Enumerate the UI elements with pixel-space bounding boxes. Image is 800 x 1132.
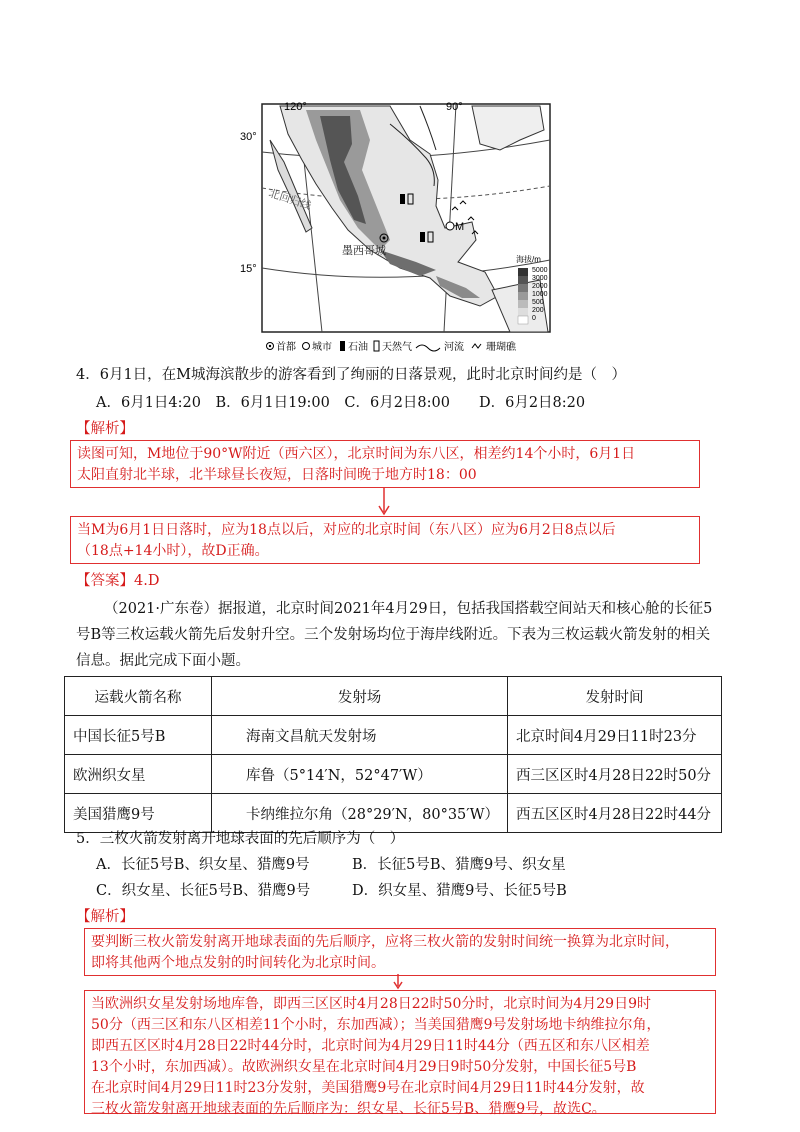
elev-tick: 200 (532, 307, 544, 314)
legend-oil: 石油 (348, 342, 368, 353)
q5-analysis-line: 即将其他两个地点发射的时间转化为北京时间。 (91, 955, 385, 971)
rocket-launch-table (64, 676, 722, 833)
lat-label-15: 15° (240, 263, 257, 275)
table-row (65, 755, 722, 794)
table-header: 发射场 (212, 677, 508, 716)
table-header-row (65, 677, 722, 716)
arrow-down-icon (390, 974, 406, 990)
elev-tick: 500 (532, 299, 544, 306)
table-header: 运载火箭名称 (65, 677, 212, 716)
q5-analysis-line: 50分（西三区和东八区相差11个小时，东加西减）；当美国猎鹰9号发射场地卡纳维拉尔角， (91, 1017, 661, 1033)
elev-tick: 0 (532, 315, 536, 322)
lat-label-30: 30° (240, 131, 257, 143)
legend-river: 河流 (444, 342, 464, 353)
q4-analysis-line: （18点+14小时），故D正确。 (77, 543, 269, 559)
table-cell: 中国长征5号B (65, 716, 212, 755)
arrow-down-icon (376, 488, 392, 516)
gas-icon (374, 341, 379, 351)
q5-analysis-box-1 (84, 928, 716, 976)
table-cell: 西五区区时4月28日22时44分 (507, 794, 721, 833)
q4-analysis-line: 读图可知，M地位于90°W附近（西六区），北京时间为东八区，相差约14个小时，6月1日 (77, 446, 636, 462)
table-cell: 海南文昌航天发射场 (212, 716, 508, 755)
q5-option-a: A．长征5号B、织女星、猎鹰9号 (96, 857, 310, 873)
q5-analysis-line: 当欧洲织女星发射场地库鲁，即西三区区时4月28日22时50分时，北京时间为4月29日9时 (91, 996, 651, 1012)
oil-icon (420, 232, 425, 242)
intro-line: 号B等三枚运载火箭先后发射升空。三个发射场均位于海岸线附近。下表为三枚运载火箭发射的相关 (76, 627, 711, 643)
elev-tick: 5000 (532, 267, 548, 274)
q4-answer: 【答案】4.D (76, 573, 160, 589)
capital-label: 墨西哥城 (342, 245, 386, 257)
oil-icon (340, 341, 345, 351)
city-label: M (455, 221, 465, 233)
legend-capital: 首都 (276, 342, 296, 353)
lon-label-90: 90° (446, 101, 463, 113)
q4-analysis-label: 【解析】 (76, 421, 134, 437)
q5-option-d: D．织女星、猎鹰9号、长征5号B (352, 883, 567, 899)
table-header: 发射时间 (507, 677, 721, 716)
elev-tick: 3000 (532, 275, 548, 282)
q4-analysis-box-2 (70, 516, 700, 564)
tropic-label: 北回归线 (267, 187, 313, 213)
table-cell: 西三区区时4月28日22时50分 (507, 755, 721, 794)
table-cell: 卡纳维拉尔角（28°29′N，80°35′W） (212, 794, 508, 833)
q5-analysis-line: 要判断三枚火箭发射离开地球表面的先后顺序，应将三枚火箭的发射时间统一换算为北京时间， (91, 934, 679, 950)
elev-tick: 2000 (532, 283, 548, 290)
q5-option-c: C．织女星、长征5号B、猎鹰9号 (96, 883, 311, 899)
q4-stem: 4．6月1日，在M城海滨散步的游客看到了绚丽的日落景观，此时北京时间约是（ ） (76, 367, 627, 383)
q5-analysis-line: 三枚火箭发射离开地球表面的先后顺序为：织女星、长征5号B、猎鹰9号，故选C。 (91, 1101, 606, 1117)
mexico-map (240, 100, 560, 356)
legend-gas: 天然气 (382, 342, 412, 353)
legend-coral: 珊瑚礁 (486, 342, 516, 353)
q5-analysis-label: 【解析】 (76, 909, 134, 925)
intro-line: （2021·广东卷）据报道，北京时间2021年4月29日，包括我国搭载空间站天和核心舱的长征5 (104, 601, 713, 617)
q5-option-b: B．长征5号B、猎鹰9号、织女星 (352, 857, 566, 873)
q5-analysis-line: 即西五区区时4月28日22时44分时，北京时间为4月29日11时44分（西五区和东八区相差 (91, 1038, 650, 1054)
city-icon (303, 343, 310, 350)
q4-analysis-line: 当M为6月1日日落时，应为18点以后，对应的北京时间（东八区）应为6月2日8点以后 (77, 522, 616, 538)
elevation-title: 海拔/m (516, 255, 541, 264)
table-cell: 欧洲织女星 (65, 755, 212, 794)
oil-icon (400, 194, 405, 204)
river-icon (416, 345, 440, 351)
q5-analysis-line: 在北京时间4月29日11时23分发射，美国猎鹰9号在北京时间4月29日11时44分发射，故 (91, 1080, 645, 1096)
q4-options: A．6月1日4:20 B．6月1日19:00 C．6月2日8:00 D．6月2日8:20 (96, 395, 586, 411)
q5-analysis-line: 13个小时，东加西减）。故欧洲织女星在北京时间4月29日9时50分发射，中国长征5号B (91, 1059, 637, 1075)
map-figure (240, 100, 560, 356)
elev-tick: 1000 (532, 291, 548, 298)
table-row (65, 716, 722, 755)
intro-line: 信息。据此完成下面小题。 (76, 653, 250, 669)
q5-analysis-box-2 (84, 990, 716, 1117)
q4-analysis-box-1 (70, 440, 700, 488)
table-cell: 库鲁（5°14′N，52°47′W） (212, 755, 508, 794)
q4-analysis-line: 太阳直射北半球，北半球昼长夜短，日落时间晚于地方时18：00 (77, 467, 477, 483)
table-cell: 北京时间4月29日11时23分 (507, 716, 721, 755)
table-cell: 美国猎鹰9号 (65, 794, 212, 833)
lon-label-120: 120° (284, 101, 307, 113)
q5-stem: 5．三枚火箭发射离开地球表面的先后顺序为（ ） (76, 831, 405, 847)
city-icon (446, 222, 454, 230)
coral-reef-icon (472, 344, 481, 348)
legend-city: 城市 (312, 342, 332, 353)
table-row (65, 794, 722, 833)
